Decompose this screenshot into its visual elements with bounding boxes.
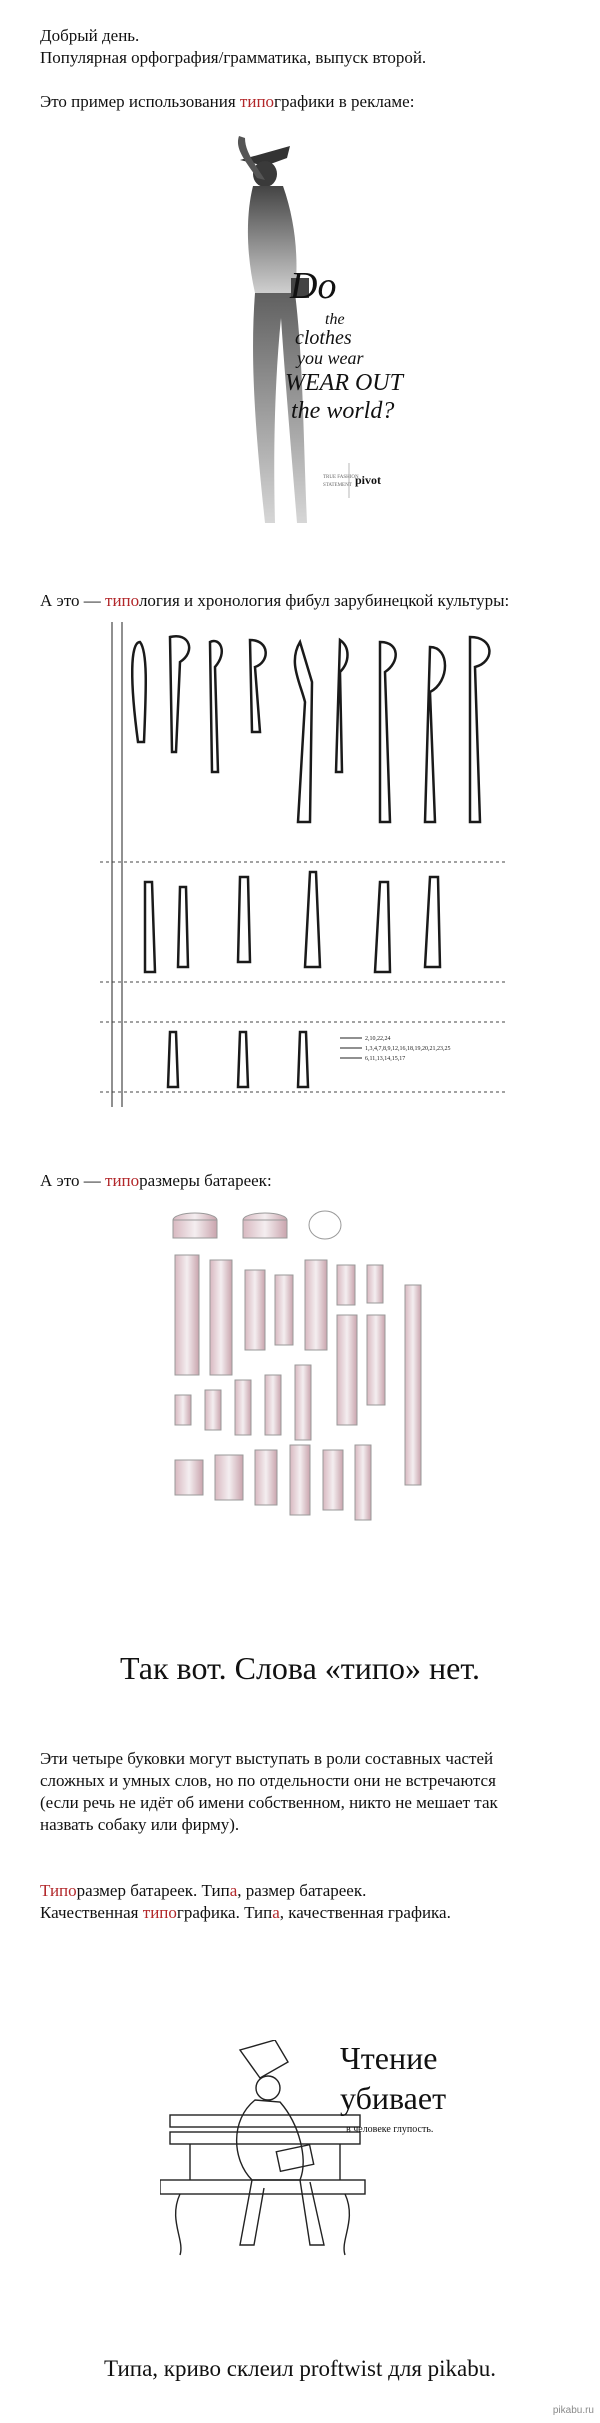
reading-small-caption: в человеке глупость. <box>346 2124 434 2135</box>
tipo-prefix: типо <box>105 1171 140 1190</box>
example-text: размер батареек. Тип <box>76 1881 230 1900</box>
explanation-line: назвать собаку или фирму). <box>40 1815 240 1834</box>
example-line-2 <box>40 1902 451 1924</box>
caption-text: логия и хронология фибул зарубинецкой культуры: <box>138 591 510 610</box>
highlight-letter: а <box>229 1881 238 1900</box>
fashion-poster-image <box>195 128 405 538</box>
tipo-prefix: типо <box>105 591 139 610</box>
explanation-line: Эти четыре буковки могут выступать в роли составных частей <box>40 1749 494 1768</box>
poster-word: the <box>325 311 345 328</box>
poster-word: you wear <box>297 348 364 368</box>
poster-word: Do <box>290 265 337 307</box>
example-text: Качественная <box>40 1903 143 1922</box>
highlight-letter: а <box>272 1903 280 1922</box>
tipo-prefix: Типо <box>40 1881 77 1900</box>
example-text: , качественная графика. <box>279 1903 451 1922</box>
greeting: Добрый день. <box>40 26 140 45</box>
poster-word: WEAR OUT <box>285 370 403 396</box>
explanation-line: (если речь не идёт об имени собственном, никто не мешает так <box>40 1793 498 1812</box>
reading-title-line1: Чтение <box>340 2040 438 2076</box>
tipo-prefix: типо <box>142 1903 177 1922</box>
caption-text: графики в рекламе: <box>274 92 415 111</box>
site-watermark: pikabu.ru <box>552 2405 594 2416</box>
brand-logo: pivot <box>355 473 382 487</box>
legend-entry: 2,10,22,24 <box>365 1036 391 1042</box>
reading-title-line2: убивает <box>340 2080 447 2116</box>
poster-word: clothes <box>295 327 352 349</box>
section-battery-caption <box>40 1170 272 1192</box>
poster-word: the world? <box>291 398 395 424</box>
example-line-1 <box>40 1880 366 1902</box>
legend-entry: 1,3,4,7,8,9,12,16,18,19,20,21,23,25 <box>365 1046 451 1052</box>
battery-sizes-chart <box>165 1205 455 1535</box>
footer-signature: Типа, криво склеил proftwist для pikabu. <box>104 2356 496 2381</box>
fibula-typology-chart <box>100 622 505 1107</box>
example-text: , размер батареек. <box>237 1881 367 1900</box>
example-text: графика. Тип <box>176 1903 273 1922</box>
caption-text: А это — <box>40 591 106 610</box>
section-typography-caption <box>40 91 414 113</box>
bench-reader-illustration <box>160 2040 370 2260</box>
explanation-line: сложных и умных слов, но по отдельности они не встречаются <box>40 1771 496 1790</box>
issue-subtitle: Популярная орфография/грамматика, выпуск второй. <box>40 48 427 67</box>
caption-text: А это — <box>40 1171 106 1190</box>
poster-small-text: TRUE FASHION <box>323 475 359 480</box>
section-typology-caption <box>40 590 509 612</box>
caption-text: Это пример использования <box>40 92 240 111</box>
legend-entry: 6,11,13,14,15,17 <box>365 1056 406 1062</box>
tipo-prefix: типо <box>239 92 275 111</box>
main-statement: Так вот. Слова «типо» нет. <box>120 1650 480 1686</box>
poster-small-text: STATEMENT <box>323 483 352 488</box>
caption-text: размеры батареек: <box>139 1171 272 1190</box>
